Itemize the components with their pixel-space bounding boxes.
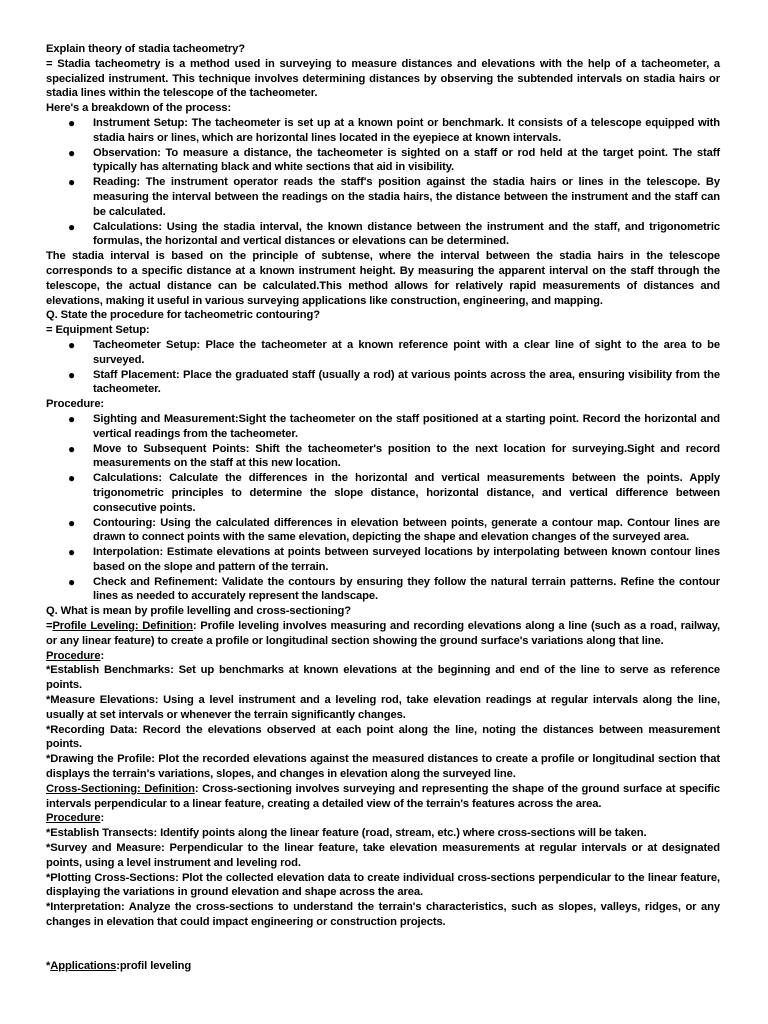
list-item: ● Move to Subsequent Points: Shift the tacheometer's position to the next location for surveying.Sight and record measurements on the staff at this new location.: [68, 441, 720, 470]
blank-space: [46, 930, 720, 959]
bullet-icon: ●: [68, 574, 76, 589]
list-item: ● Calculations: Using the stadia interval, the known distance between the instrument and the staff, and trigonometric formulas, the horizontal and vertical distances or elevations can be determined.: [68, 219, 720, 248]
list-item: ● Reading: The instrument operator reads the staff's position against the stadia hairs or lines in the telescope. By measuring the interval between the readings on the stadia hairs, the distance between the instrument and the staff can be calculated.: [68, 175, 720, 218]
procedure-list: [46, 412, 720, 604]
bullet-icon: ●: [68, 471, 76, 486]
profile-step: *Drawing the Profile: Plot the recorded elevations against the measured distances to create a profile or longitudinal section that displays the terrain's variations, slopes, and changes in elevation along the surveyed line.: [46, 753, 720, 781]
list-item: ● Contouring: Using the calculated differences in elevation between points, generate a contour map. Contour lines are drawn to connect points with the same elevation, depicting the shape and elevation changes of the surveyed area.: [68, 515, 720, 544]
equipment-list: [46, 338, 720, 397]
stadia-process-list: [46, 116, 720, 249]
cross-sectioning-term: Cross-Sectioning:: [46, 782, 141, 795]
cross-step: *Interpretation: Analyze the cross-sections to understand the terrain's characteristics, such as slopes, valleys, ridges, or any changes in elevation that could impact engineering or construction projects.: [46, 901, 720, 929]
equipment-heading: = Equipment Setup:: [46, 324, 150, 337]
stadia-conclusion: The stadia interval is based on the principle of subtense, where the interval between the stadia hairs in the telescope corresponds to a specific distance at a known instrument height. By measuring the apparent interval on the staff through the telescope, the actual distance can be calculated.This method allows for relatively rapid measurements of distances and elevations, making it useful in various surveying applications like construction, engineering, and mapping.: [46, 250, 720, 307]
procedure-heading: Procedure:: [46, 398, 105, 411]
answer-stadia-intro: = Stadia tacheometry is a method used in surveying to measure distances and elevations with the help of a tacheometer, a specialized instrument. This technique involves determining distances by observing the subtended intervals on stadia hairs or stadia lines within the telescope of the tacheometer.: [46, 57, 720, 100]
bullet-icon: ●: [68, 337, 76, 352]
profile-step: *Measure Elevations: Using a level instrument and a leveling rod, take elevation readings at regular intervals along the line, usually at set intervals or whenever the terrain significantly changes.: [46, 694, 720, 721]
profile-step: *Establish Benchmarks: Set up benchmarks at known elevations at the beginning and end of the line to serve as reference points.: [46, 664, 720, 692]
list-item: ● Observation: To measure a distance, the tacheometer is sighted on a staff or rod held at the target point. The staff typically has alternating black and white sections that aid in visibility.: [68, 145, 720, 174]
profile-leveling-term: Profile Leveling:: [52, 620, 139, 633]
list-item: ● Instrument Setup: The tacheometer is set up at a known point or benchmark. It consists of a telescope equipped with stadia hairs or lines, which are horizontal lines located in the eyepiece at known intervals.: [68, 115, 720, 144]
document-page: [46, 42, 720, 974]
cross-step: *Establish Transects: Identify points along the linear feature (road, stream, etc.) where cross-sections will be taken.: [46, 827, 647, 840]
profile-procedure-heading: Procedure:: [46, 649, 105, 662]
bullet-icon: ●: [68, 175, 76, 190]
question-contouring: Q. State the procedure for tacheometric contouring?: [46, 309, 321, 322]
list-item: ● Sighting and Measurement:Sight the tacheometer on the staff positioned at a starting point. Record the horizontal and vertical readings from the tacheometer.: [68, 411, 720, 440]
question-profile-cross: Q. What is mean by profile levelling and cross-sectioning?: [46, 605, 352, 618]
bullet-icon: ●: [68, 115, 76, 130]
bullet-icon: ●: [68, 219, 76, 234]
list-item: ● Staff Placement: Place the graduated staff (usually a rod) at various points across the area, ensuring visibility from the tacheometer.: [68, 367, 720, 396]
cross-step: *Plotting Cross-Sections: Plot the collected elevation data to create individual cross-sections perpendicular to the linear feature, displaying the variations in ground elevation and shape across the area.: [46, 871, 720, 899]
bullet-icon: ●: [68, 441, 76, 456]
bullet-icon: ●: [68, 515, 76, 530]
profile-step: *Recording Data: Record the elevations observed at each point along the line, noting the distances between measurement points.: [46, 723, 720, 751]
list-item: ● Calculations: Calculate the differences in the horizontal and vertical measurements between the points. Apply trigonometric principles to determine the slope distance, horizontal distance, and vertical difference between consecutive points.: [68, 471, 720, 514]
bullet-icon: ●: [68, 145, 76, 160]
applications-line: *Applications:profil leveling: [46, 959, 192, 972]
list-item: ● Interpolation: Estimate elevations at points between surveyed locations by interpolating between known contour lines based on the slope and pattern of the terrain.: [68, 545, 720, 573]
breakdown-intro: Here's a breakdown of the process:: [46, 102, 232, 115]
bullet-icon: ●: [68, 367, 76, 382]
bullet-icon: ●: [68, 411, 76, 426]
bullet-icon: ●: [68, 545, 76, 560]
cross-step: *Survey and Measure: Perpendicular to the linear feature, take elevation measurements at regular intervals or at designated points, using a level instrument and leveling rod.: [46, 842, 720, 869]
list-item: ● Tacheometer Setup: Place the tacheometer at a known reference point with a clear line of sight to the area to be surveyed.: [68, 337, 720, 366]
cross-procedure-heading: Procedure:: [46, 812, 105, 825]
profile-leveling-definition: =Profile Leveling: Definition: Profile leveling involves measuring and recording elevations along a line (such as a road, railway, or any linear feature) to create a profile or longitudinal section showing the ground surface's variations along that line.: [46, 620, 720, 647]
list-item: ● Check and Refinement: Validate the contours by ensuring they follow the natural terrain patterns. Refine the contour lines as needed to accurately represent the landscape.: [68, 574, 720, 603]
cross-sectioning-definition: Cross-Sectioning: Definition: Cross-sectioning involves surveying and representing the shape of the ground surface at specific intervals perpendicular to a linear feature, creating a detailed view of the terrain's features across the area.: [46, 782, 720, 810]
question-stadia-theory: Explain theory of stadia tacheometry?: [46, 43, 245, 55]
